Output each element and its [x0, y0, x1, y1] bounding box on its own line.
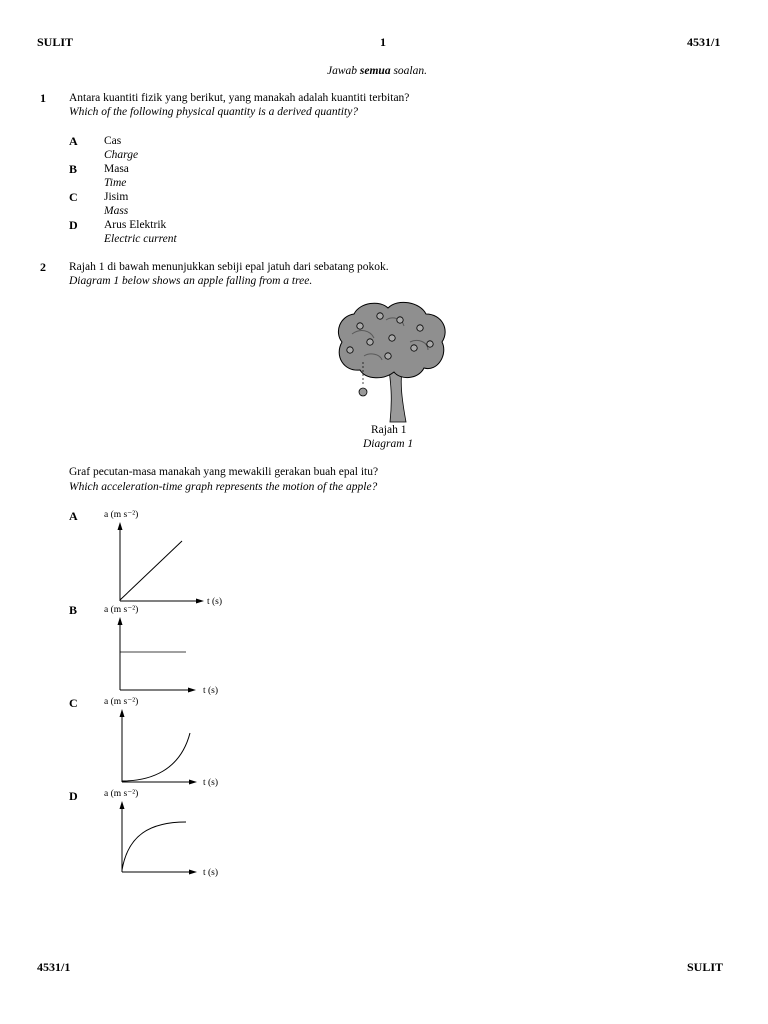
graph-d-x-arrow-icon: [189, 870, 197, 875]
graph-d: [100, 785, 230, 880]
question-2-prompt-ms: Graf pecutan-masa manakah yang mewakili gerakan buah epal itu?: [69, 466, 379, 478]
q1-option-c-en: Mass: [104, 205, 129, 217]
q1-option-c-ms: Jisim: [104, 191, 129, 203]
q1-option-c-letter: C: [69, 190, 78, 204]
graph-d-y-arrow-icon: [120, 801, 125, 809]
graph-c-curve: [122, 733, 190, 781]
instruction: [327, 64, 427, 78]
graph-a-curve: [120, 541, 182, 600]
graph-c-letter: C: [69, 696, 78, 710]
graph-b: [100, 601, 230, 696]
header-left: SULIT: [37, 35, 74, 49]
graph-d-letter: D: [69, 789, 78, 803]
apple-tree-diagram: [330, 298, 450, 424]
graph-d-curve: [122, 822, 186, 870]
question-2-text-en: Diagram 1 below shows an apple falling from a tree.: [69, 275, 313, 287]
q1-option-b-ms: Masa: [104, 163, 129, 175]
graph-c-ylabel: a (m s⁻²): [104, 697, 139, 707]
question-1-text-ms: Antara kuantiti fizik yang berikut, yang manakah adalah kuantiti terbitan?: [69, 92, 410, 104]
graph-c-y-arrow-icon: [120, 709, 125, 717]
q1-option-a-en: Charge: [104, 149, 139, 161]
diagram-caption-ms: Rajah 1: [371, 424, 407, 436]
question-2-prompt-en: Which acceleration-time graph represents the motion of the apple?: [69, 481, 378, 493]
graph-c: [100, 693, 230, 788]
graph-a: [100, 506, 230, 606]
q1-option-b-en: Time: [104, 177, 127, 189]
graph-c-x-arrow-icon: [189, 780, 197, 785]
page-number: 1: [380, 35, 386, 49]
question-1-text-en: Which of the following physical quantity is a derived quantity?: [69, 106, 359, 118]
instruction-bold: semua: [359, 65, 391, 77]
graph-d-xlabel: t (s): [203, 868, 219, 878]
instruction-prefix: Jawab: [327, 65, 360, 77]
graph-b-ylabel: a (m s⁻²): [104, 605, 139, 615]
q1-option-d-letter: D: [69, 218, 78, 232]
graph-b-letter: B: [69, 603, 78, 617]
q1-option-d-ms: Arus Elektrik: [104, 219, 167, 231]
graph-a-ylabel: a (m s⁻²): [104, 510, 139, 520]
instruction-suffix: soalan.: [390, 65, 427, 77]
q1-option-a-ms: Cas: [104, 135, 122, 147]
question-2-number: 2: [40, 260, 46, 274]
q1-option-a-letter: A: [69, 134, 78, 148]
graph-c-xlabel: t (s): [203, 778, 219, 788]
graph-b-y-arrow-icon: [118, 617, 123, 625]
graph-a-letter: A: [69, 509, 78, 523]
q1-option-d-en: Electric current: [104, 233, 177, 245]
graph-b-x-arrow-icon: [188, 688, 196, 693]
graph-d-ylabel: a (m s⁻²): [104, 789, 139, 799]
graph-a-y-arrow-icon: [118, 522, 123, 530]
q1-option-b-letter: B: [69, 162, 78, 176]
footer-left: 4531/1: [37, 960, 71, 974]
graph-b-xlabel: t (s): [203, 686, 219, 696]
footer-right: SULIT: [687, 960, 724, 974]
graph-a-xlabel: t (s): [207, 597, 223, 607]
diagram-caption-en: Diagram 1: [363, 438, 414, 450]
header-right: 4531/1: [687, 35, 721, 49]
question-1-number: 1: [40, 91, 46, 105]
question-2-text-ms: Rajah 1 di bawah menunjukkan sebiji epal jatuh dari sebatang pokok.: [69, 261, 389, 273]
